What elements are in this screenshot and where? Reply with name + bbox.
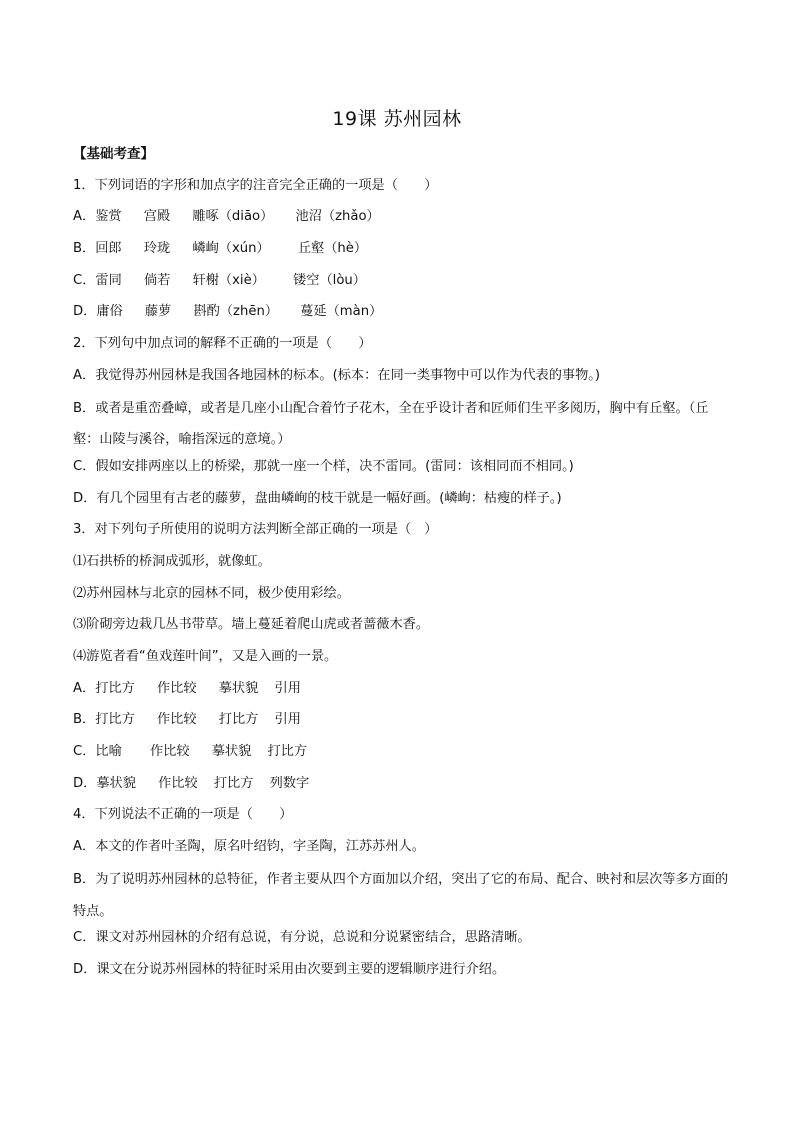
q3-sentence-1: ⑴石拱桥的桥洞成弧形，就像虹。: [73, 553, 271, 569]
q1-b-3: 嶙峋（xún）: [192, 241, 270, 257]
q3-sentence-2: ⑵苏州园林与北京的园林不同，极少使用彩绘。: [73, 585, 350, 601]
q3-a-2: 作比较: [156, 680, 197, 696]
q1-b-2: 玲珑: [143, 241, 171, 257]
q1-option-b: [73, 238, 733, 270]
q3-option-a: [73, 678, 733, 710]
q3-a-1: A．打比方: [73, 680, 135, 696]
q2-option-c: C．假如安排两座以上的桥梁，那就一座一个样，决不雷同。(雷同：该相同而不相同。): [73, 458, 574, 474]
q4-option-a: A．本文的作者叶圣陶，原名叶绍钧，字圣陶，江苏苏州人。: [73, 839, 425, 855]
q1-c-1: C．雷同: [73, 272, 122, 288]
q1-option-a: [73, 206, 733, 238]
q1-d-3: 斟酌（zhēn）: [193, 304, 279, 320]
q4-option-b: B．为了说明苏州园林的总特征，作者主要从四个方面加以介绍，突出了它的布局、配合、映衬和层次等多方面的特点。: [73, 871, 729, 919]
q1-option-d: [73, 301, 733, 333]
q1-d-2: 藤萝: [144, 304, 172, 320]
q3-option-c: [73, 741, 733, 773]
q3-d-1: D．摹状貌: [73, 775, 136, 791]
q4-option-c: C．课文对苏州园林的介绍有总说，有分说，总说和分说紧密结合，思路清晰。: [73, 930, 531, 946]
q1-d-4: 蔓延（màn）: [300, 304, 383, 320]
q1-a-3: 雕啄（diāo）: [192, 209, 274, 225]
q3-b-1: B．打比方: [73, 712, 135, 728]
q1-c-4: 镂空（lòu）: [293, 272, 366, 288]
q1-c-2: 倘若: [143, 272, 171, 288]
section-label: 【基础考查】: [73, 146, 154, 162]
q3-sentence-4: ⑷游览者看“鱼戏莲叶间”，又是入画的一景。: [73, 649, 338, 665]
q2-option-a: A．我觉得苏州园林是我国各地园林的标本。(标本：在同一类事物中可以作为代表的事物。): [73, 367, 601, 383]
q3-b-3: 打比方: [218, 712, 259, 728]
q1-c-3: 轩榭（xiè）: [192, 272, 265, 288]
q1-stem: 1．下列词语的字形和加点字的注音完全正确的一项是（ ）: [73, 177, 438, 193]
q4-stem: 4．下列说法不正确的一项是（ ）: [73, 807, 293, 823]
q3-option-d: [73, 773, 733, 805]
q3-a-4: 引用: [274, 680, 301, 696]
q1-a-1: A．鉴赏: [73, 209, 122, 225]
q3-d-2: 作比较: [158, 775, 198, 791]
q1-a-2: 宫殿: [143, 209, 171, 225]
q3-b-4: 引用: [274, 712, 301, 728]
q3-c-1: C．比喻: [73, 744, 122, 760]
q2-option-b: B．或者是重峦叠嶂，或者是几座小山配合着竹子花木，全在乎设计者和匠师们生平多阅历，胸中有丘壑。（丘壑：山陵与溪谷，喻指深远的意境。）: [73, 400, 709, 448]
q3-a-3: 摹状貌: [218, 680, 259, 696]
q1-option-c: [73, 270, 733, 302]
q2-option-d: D．有几个园里有古老的藤萝，盘曲嶙峋的枝干就是一幅好画。(嶙峋：枯瘦的样子。): [73, 490, 562, 506]
question-list: [73, 143, 733, 991]
q3-d-3: 打比方: [213, 775, 254, 791]
q1-b-4: 丘壑（hè）: [297, 241, 368, 257]
q1-d-1: D．庸俗: [73, 304, 123, 320]
q1-b-1: B．回郎: [73, 241, 122, 257]
q4-option-d: D．课文在分说苏州园林的特征时采用由次要到主要的逻辑顺序进行介绍。: [73, 961, 506, 977]
page-title: 19课 苏州园林: [332, 108, 462, 130]
q3-c-3: 摹状貌: [211, 744, 252, 760]
q3-b-2: 作比较: [157, 712, 197, 728]
q1-a-4: 池沼（zhǎo）: [295, 209, 380, 225]
q3-sentence-3: ⑶阶砌旁边栽几丛书带草。墙上蔓延着爬山虎或者蔷薇木香。: [73, 617, 430, 633]
q3-stem: 3．对下列句子所使用的说明方法判断全部正确的一项是（ ）: [73, 522, 438, 538]
q3-c-4: 打比方: [267, 744, 308, 760]
q2-stem: 2．下列句中加点词的解释不正确的一项是（ ）: [73, 336, 372, 352]
q3-d-4: 列数字: [269, 775, 310, 791]
q3-option-b: [73, 709, 733, 741]
q3-c-2: 作比较: [149, 744, 190, 760]
